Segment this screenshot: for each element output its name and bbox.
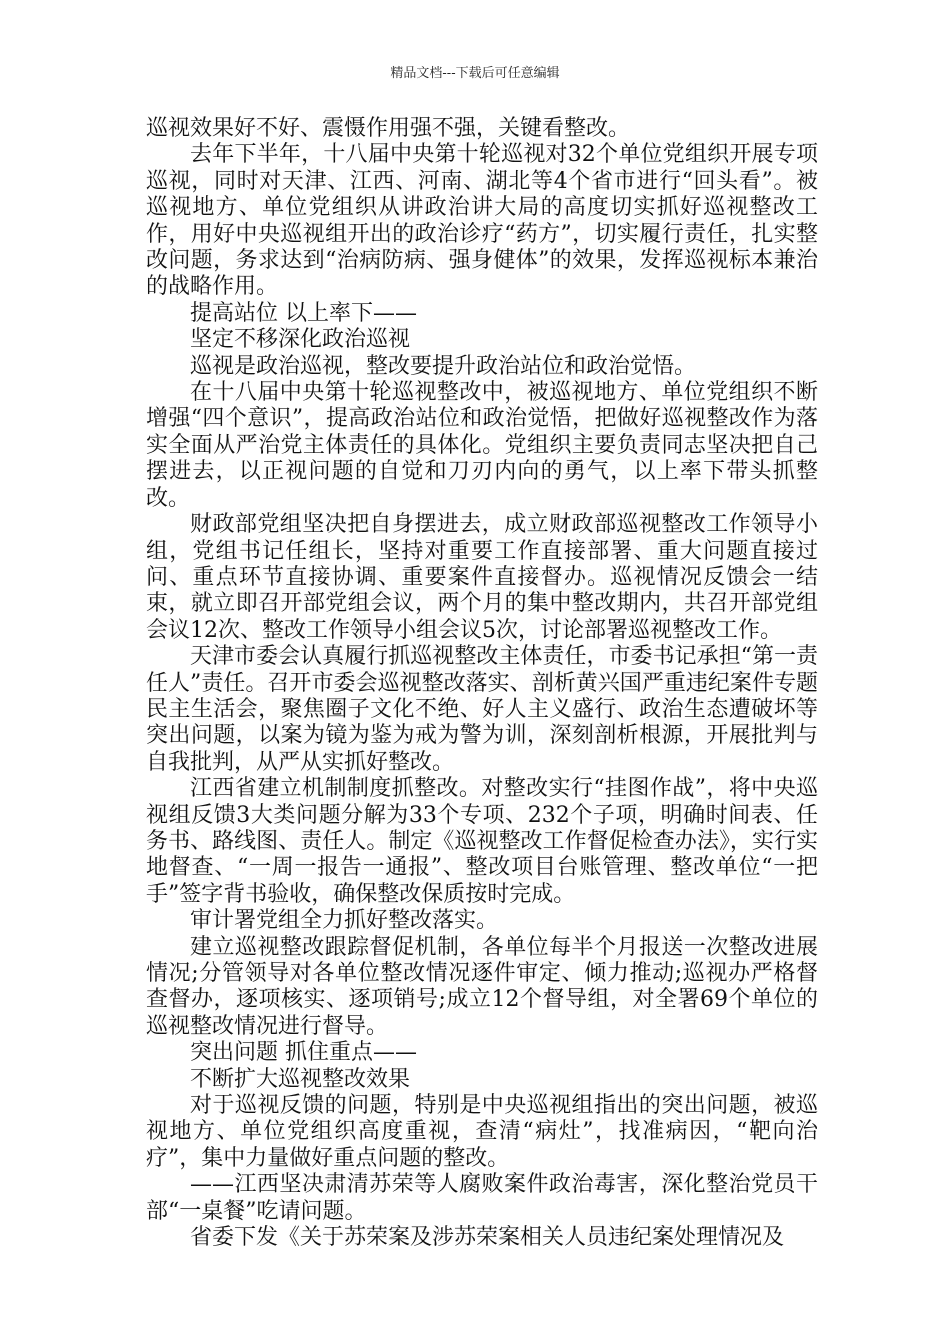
paragraph: 在十八届中央第十轮巡视整改中，被巡视地方、单位党组织不断增强“四个意识”，提高政治站位和政治觉悟，把做好巡视整改作为落实全面从严治党主体责任的具体化。党组织主要负责同志坚决把自己摆进去，以正视问题的自觉和刀刃内向的勇气，以上率下带头抓整改。 (146, 380, 818, 511)
paragraph: 巡视是政治巡视，整改要提升政治站位和政治觉悟。 (190, 353, 697, 379)
paragraph: 财政部党组坚决把自身摆进去，成立财政部巡视整改工作领导小组，党组书记任组长，坚持对重要工作直接部署、重大问题直接过问、重点环节直接协调、重要案件直接督办。巡视情况反馈会一结束，就立即召开部党组会议，两个月的集中整改期内，共召开部党组会议12次、整改工作领导小组会议5次，讨论部署巡视整改工作。 (146, 512, 818, 643)
section-subheading: 不断扩大巡视整改效果 (190, 1066, 411, 1092)
section-heading: 突出问题 抓住重点—— (190, 1040, 417, 1066)
paragraph: 对于巡视反馈的问题，特别是中央巡视组指出的突出问题，被巡视地方、单位党组织高度重视，查清“病灶”，找准病因，“靶向治疗”，集中力量做好重点问题的整改。 (146, 1093, 818, 1171)
paragraph: 审计署党组全力抓好整改落实。 (190, 908, 499, 934)
paragraph: 天津市委会认真履行抓巡视整改主体责任，市委书记承担“第一责任人”责任。召开市委会巡视整改落实、剖析黄兴国严重违纪案件专题民主生活会，聚焦圈子文化不绝、好人主义盛行、政治生态遭破坏等突出问题，以案为镜为鉴为戒为警为训，深刻剖析根源，开展批判与自我批判，从严从实抓好整改。 (146, 644, 818, 775)
paragraph: 省委下发《关于苏荣案及涉苏荣案相关人员违纪案处理情况及 (190, 1225, 785, 1251)
section-heading: 提高站位 以上率下—— (190, 300, 417, 326)
section-subheading: 坚定不移深化政治巡视 (190, 327, 411, 353)
paragraph: 建立巡视整改跟踪督促机制，各单位每半个月报送一次整改进展情况;分管领导对各单位整改情况逐件审定、倾力推动;巡视办严格督查督办，逐项核实、逐项销号;成立12个督导组，对全署69个单位的巡视整改情况进行督导。 (146, 934, 818, 1039)
document-body (146, 116, 818, 1251)
page-header: 精品文档---下载后可任意编辑 (390, 66, 560, 81)
paragraph: 江西省建立机制制度抓整改。对整改实行“挂图作战”，将中央巡视组反馈3大类问题分解为33个专项、232个子项，明确时间表、任务书、路线图、责任人。制定《巡视整改工作督促检查办法》，实行实地督查、“一周一报告一通报”、整改项目台账管理、整改单位“一把手”签字背书验收，确保整改保质按时完成。 (146, 776, 818, 907)
paragraph: 巡视效果好不好、震慑作用强不强，关键看整改。 (146, 116, 631, 141)
paragraph: 去年下半年，十八届中央第十轮巡视对32个单位党组织开展专项巡视，同时对天津、江西、河南、湖北等4个省市进行“回头看”。被巡视地方、单位党组织从讲政治讲大局的高度切实抓好巡视整改工作，用好中央巡视组开出的政治诊疗“药方”，切实履行责任，扎实整改问题，务求达到“治病防病、强身健体”的效果，发挥巡视标本兼治的战略作用。 (146, 142, 818, 300)
paragraph: ——江西坚决肃清苏荣等人腐败案件政治毒害，深化整治党员干部“一桌餐”吃请问题。 (146, 1172, 818, 1224)
